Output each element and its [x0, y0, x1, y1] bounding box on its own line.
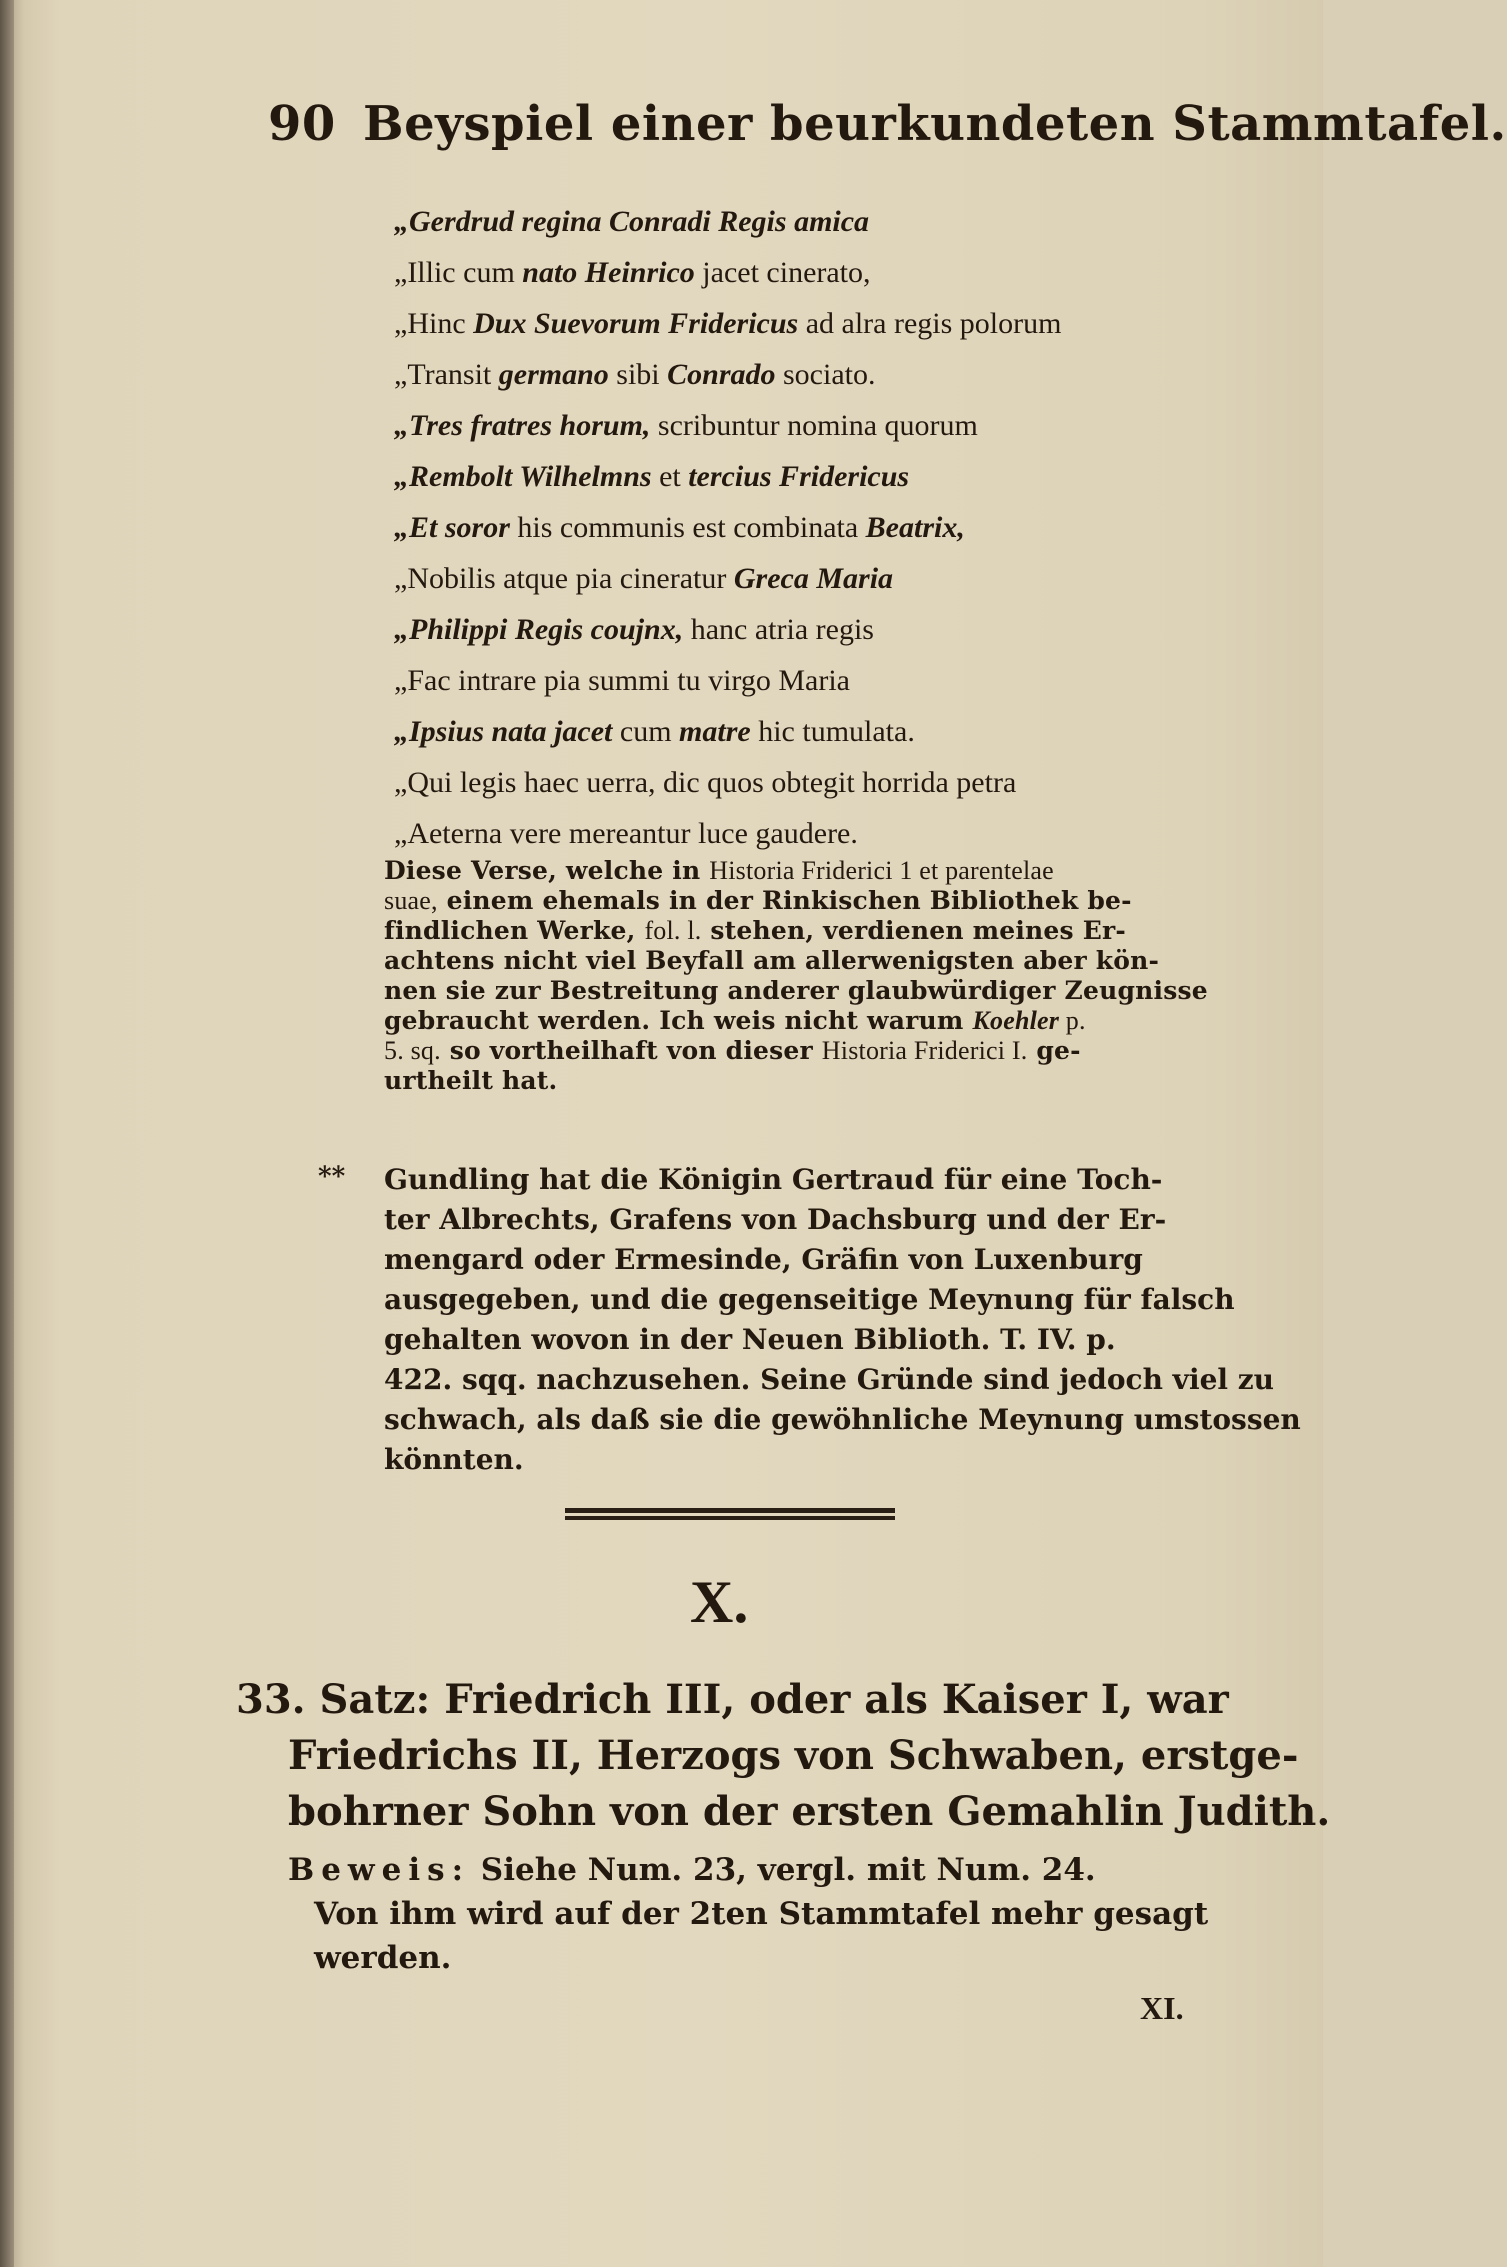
- footnote-line: [384, 856, 1224, 886]
- verse-run: his communis est combinata: [509, 511, 866, 544]
- verse-run: scribuntur nomina quorum: [650, 409, 978, 442]
- verse-line: [394, 502, 1224, 553]
- footnote-run: p.: [1059, 1006, 1086, 1035]
- verse-line: [394, 553, 1224, 604]
- section-divider-rule: [565, 1508, 895, 1520]
- footnote-run: 5. sq.: [384, 1036, 441, 1065]
- verse-run: tercius Fridericus: [688, 460, 910, 493]
- verse-line: [394, 196, 1224, 247]
- proof-line: Von ihm wird auf der 2ten Stammtafel mehr gesagt: [314, 1896, 1209, 1932]
- proposition-line: Friedrichs II, Herzogs von Schwaben, erstge-: [288, 1732, 1299, 1779]
- page-number: 90: [268, 96, 336, 152]
- verse-run: sibi: [608, 358, 668, 391]
- footnote-run: nen sie zur Bestreitung anderer glaubwürdiger Zeugnisse: [384, 976, 1208, 1005]
- verse-run: „Qui legis haec uerra, dic quos obtegit horrida petra: [394, 766, 1017, 799]
- verse-run: „Et soror: [394, 511, 510, 544]
- verse-run: et: [651, 460, 689, 493]
- footnote-run: suae,: [384, 886, 438, 915]
- footnote-line: gehalten wovon in der Neuen Biblioth. T. IV. p.: [384, 1323, 1116, 1356]
- verse-run: matre: [679, 715, 751, 748]
- verse-run: „Hinc: [394, 307, 474, 340]
- proof-block: [288, 1848, 1228, 1980]
- book-gutter: [0, 0, 14, 2267]
- verse-run: Conrado: [667, 358, 776, 391]
- footnote-line: [384, 1036, 1224, 1066]
- footnote-gundling: [384, 1160, 1301, 1480]
- proposition-33: [236, 1672, 1331, 1840]
- verse-run: „Transit: [394, 358, 499, 391]
- running-title: Beyspiel einer beurkundeten Stammtafel.: [363, 96, 1507, 152]
- footnote-line: schwach, als daß sie die gewöhnliche Meynung umstossen: [384, 1403, 1301, 1436]
- footnote-line: [384, 886, 1224, 916]
- verse-run: Dux Suevorum Fridericus: [473, 307, 799, 340]
- footnote-line: [384, 976, 1224, 1006]
- verse-line: [394, 808, 1224, 859]
- footnote-run: fol. l.: [644, 916, 702, 945]
- verse-run: „Gerdrud regina Conradi Regis amica: [394, 205, 870, 238]
- verse-run: germano: [498, 358, 609, 391]
- verse-run: jacet cinerato,: [694, 256, 871, 289]
- verse-run: „Illic cum: [394, 256, 523, 289]
- footnote-line: [384, 1066, 1224, 1096]
- footnote-run: einem ehemals in der Rinkischen Bibliothek be-: [437, 886, 1132, 915]
- footnote-run: Diese Verse, welche in: [384, 856, 710, 885]
- footnote-run: Historia Friderici 1 et parentelae: [709, 856, 1054, 885]
- footnote-marker: **: [318, 1162, 346, 1192]
- verse-line: [394, 400, 1224, 451]
- proof-label: Beweis:: [288, 1852, 471, 1888]
- verse-line: [394, 604, 1224, 655]
- verse-run: „Rembolt Wilhelmns: [394, 460, 652, 493]
- verse-line: [394, 706, 1224, 757]
- proof-line: [288, 1848, 1228, 1892]
- verse-run: Beatrix,: [865, 511, 965, 544]
- verse-run: sociato.: [775, 358, 876, 391]
- verse-line: [394, 655, 1224, 706]
- footnote-run: ge-: [1027, 1036, 1081, 1065]
- verse-line: [394, 757, 1224, 808]
- verse-run: „Fac intrare pia summi tu virgo Maria: [394, 664, 850, 697]
- page-header: [268, 96, 1507, 152]
- verse-run: hanc atria regis: [683, 613, 874, 646]
- verse-run: cum: [612, 715, 680, 748]
- footnote-run: findlichen Werke,: [384, 916, 645, 945]
- footnote-line: [384, 1006, 1224, 1036]
- footnote-run: so vortheilhaft von dieser: [440, 1036, 822, 1065]
- footnote-run: stehen, verdienen meines Er-: [701, 916, 1126, 945]
- footnote-line: Gundling hat die Königin Gertraud für eine Toch-: [384, 1163, 1163, 1196]
- proof-reference: Siehe Num. 23, vergl. mit Num. 24.: [470, 1852, 1096, 1888]
- verse-run: „Ipsius nata jacet: [394, 715, 613, 748]
- footnote-line: [384, 946, 1224, 976]
- verse-run: Greca Maria: [733, 562, 894, 595]
- footnote-run: gebraucht werden. Ich weis nicht warum: [384, 1006, 973, 1035]
- proposition-line: 33. Satz: Friedrich III, oder als Kaiser I, war: [236, 1676, 1229, 1723]
- footnote-verses-commentary: [384, 856, 1224, 1096]
- verse-line: [394, 298, 1224, 349]
- verse-run: ad alra regis polorum: [798, 307, 1062, 340]
- verse-run: „Tres fratres horum,: [394, 409, 651, 442]
- footnote-line: ter Albrechts, Grafens von Dachsburg und der Er-: [384, 1203, 1167, 1236]
- verse-line: [394, 247, 1224, 298]
- footnote-run: Historia Friderici I.: [821, 1036, 1028, 1065]
- footnote-run: urtheilt hat.: [384, 1066, 558, 1095]
- proof-line: werden.: [314, 1940, 452, 1976]
- verse-run: hic tumulata.: [750, 715, 915, 748]
- footnote-run: Koehler: [972, 1006, 1060, 1035]
- proposition-line: bohrner Sohn von der ersten Gemahlin Judith.: [288, 1788, 1331, 1835]
- catchword: XI.: [1140, 1990, 1184, 2026]
- footnote-line: 422. sqq. nachzusehen. Seine Gründe sind jedoch viel zu: [384, 1363, 1275, 1396]
- footnote-line: ausgegeben, und die gegenseitige Meynung für falsch: [384, 1283, 1235, 1316]
- footnote-run: achtens nicht viel Beyfall am allerwenigsten aber kön-: [384, 946, 1160, 975]
- verse-run: „Philippi Regis coujnx,: [394, 613, 684, 646]
- verse-line: [394, 451, 1224, 502]
- verse-line: [394, 349, 1224, 400]
- verse-run: „Aeterna vere mereantur luce gaudere.: [394, 817, 858, 850]
- chapter-heading: X.: [690, 1569, 749, 1635]
- footnote-line: mengard oder Ermesinde, Gräfin von Luxenburg: [384, 1243, 1143, 1276]
- latin-verse-block: [394, 196, 1224, 859]
- verse-run: „Nobilis atque pia cineratur: [394, 562, 734, 595]
- footnote-line: könnten.: [384, 1443, 524, 1476]
- verse-run: nato Heinrico: [522, 256, 695, 289]
- footnote-line: [384, 916, 1224, 946]
